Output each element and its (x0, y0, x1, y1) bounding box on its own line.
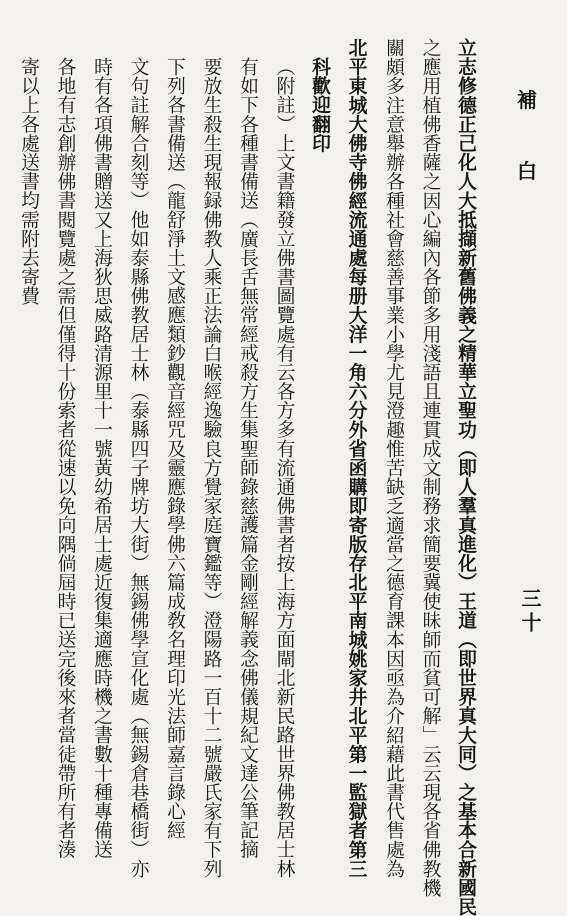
text-column: （附註）上文書籍發立佛書圖覽處有云各方多有流通佛書者按上海方面閘北新民路世界佛教居士林 (273, 56, 295, 878)
running-header (515, 84, 539, 226)
text-column: 科歡迎翻印 (309, 56, 331, 153)
text-column: 文句註解合刻等）他如泰縣佛教居士林（泰縣四子牌坊大街）無錫佛學宣化處（無錫倉巷橋街）亦 (127, 56, 149, 878)
text-column: 有如下各種書備送（廣長舌無常經戒殺方生集聖師錄慈護篇金剛經解義念佛儀規紀文達公筆記摘 (237, 56, 258, 859)
text-column: 要放生殺生現報録佛教人乘正法論白喉經逸驗良方覺家庭寶鑑等）澄陽路一百十二號嚴氏家有下列 (200, 56, 222, 878)
text-column: 北平東城大佛寺佛經流通處每册大洋一角六分外省函購即寄版存北平南城姚家井北平第一監獄者第三 (345, 38, 368, 878)
text-column: 各地有志創辦佛書閱覽處之需但僅得十份索者從速以免向隅倘屆時已送完後來者當徒帶所有者湊 (54, 56, 76, 859)
text-column: 關頗多注意舉辦各種社會慈善事業小學尤見澄趣惟苦缺乏適當之德育課本因亟為介紹藉此書代售處為 (383, 38, 404, 878)
page-number: 三十 (518, 588, 542, 636)
text-column: 時有各項佛書贈送又上海狄思威路清源里十一號黃幼希居士處近復集適應時機之書數十種專備送 (91, 56, 112, 859)
vertical-body-text (18, 38, 484, 916)
header-char-2: 白 (517, 159, 537, 183)
header-char-1: 補 (517, 88, 537, 112)
text-column: 下列各書備送（龍舒淨土文感應類鈔觀音經咒及靈應錄學佛六篇成敎名理印光法師嘉言錄心經 (164, 56, 185, 840)
text-column: 之應用植佛香薩之因心編內各節多用淺語且連貫成文制務求簡要冀使昧師而貧可解」云云現各省佛教機 (419, 38, 441, 898)
text-column: 立志修德正己化人大抵擷新舊佛義之精華立聖功（即人羣真進化）王道（即世界真大同）之基本合新國民 (455, 38, 477, 916)
text-column: 寄以上各處送書均需附去寄費 (18, 56, 39, 305)
